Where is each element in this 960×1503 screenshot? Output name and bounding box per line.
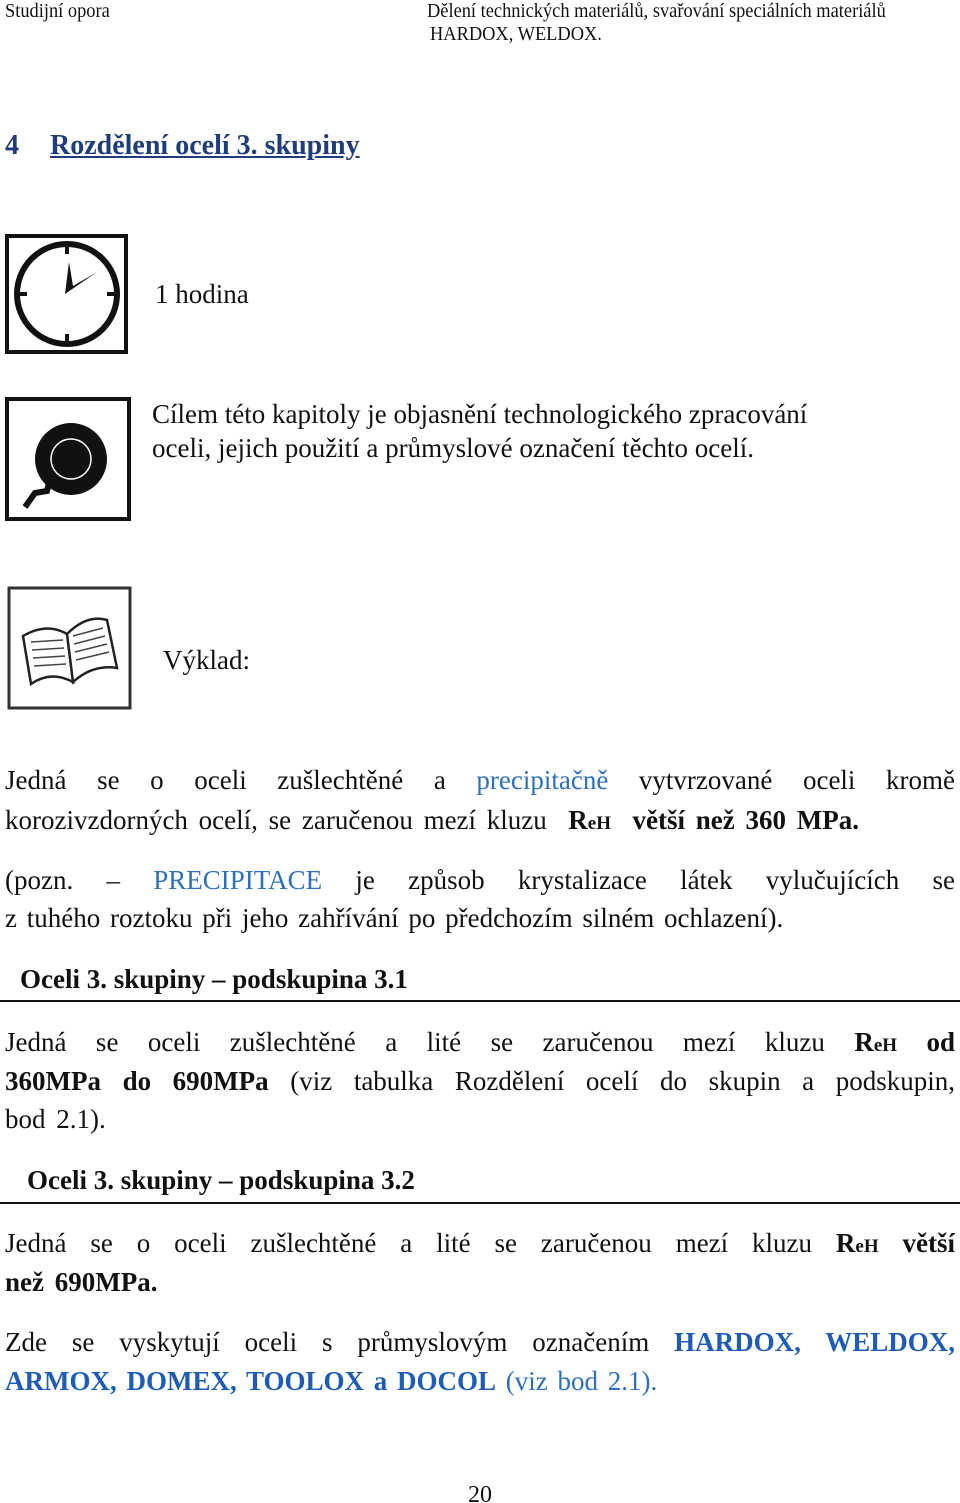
note-line1 [5,862,955,898]
divider [0,1000,960,1002]
lecture-label: Výklad: [163,645,250,675]
para1-line1 [5,762,955,798]
s1-line3: bod 2.1). [5,1104,106,1134]
target-icon [5,397,131,521]
p4-line1 [5,1324,955,1360]
text: Zde se vyskytují oceli s průmyslovým označením [5,1327,650,1357]
text: Jedná se o oceli zušlechtěné a lité se zaručenou mezí kluzu [5,1228,813,1258]
subsection-3-1-title: Oceli 3. skupiny – podskupina 3.1 [20,964,408,994]
text: vytvrzované oceli kromě [638,765,955,795]
clock-icon [5,234,128,354]
p4-line2 [5,1363,657,1399]
reh-subscript: eH [873,1035,898,1056]
s2-line2: než 690MPa. [5,1267,158,1297]
brand-names[interactable]: ARMOX, DOMEX, TOOLOX a DOCOL [5,1366,497,1396]
time-text: 1 hodina [155,279,249,309]
text: (viz tabulka Rozdělení ocelí do skupin a podskupin, [290,1066,955,1096]
page-number: 20 [468,1482,492,1503]
reh-subscript: eH [855,1236,879,1257]
subsection-3-2-title: Oceli 3. skupiny – podskupina 3.2 [27,1165,415,1195]
text: (pozn. – [5,865,120,895]
header-right-line1: Dělení technických materiálů, svařování speciálních materiálů [427,0,886,22]
header-right-line2: HARDOX, WELDOX. [430,23,602,45]
brand-names[interactable]: HARDOX, WELDOX, [674,1327,955,1357]
para1-line2 [5,802,859,838]
text: korozivzdorných ocelí, se zaručenou mezí kluzu [5,805,547,835]
note-line2: z tuhého roztoku při jeho zahřívání po předchozím silném ochlazení). [5,903,784,933]
reh-symbol: R [854,1027,874,1057]
text: větší než 360 MPa. [632,805,859,835]
reh-symbol: R [568,805,588,835]
text: Jedná se oceli zušlechtěné a lité se zaručenou mezí kluzu [5,1027,825,1057]
text: 360MPa do 690MPa [5,1066,269,1096]
book-icon [7,586,132,710]
goal-line2: oceli, jejich použití a průmyslové označení těchto ocelí. [152,433,755,463]
text: Jedná se o oceli zušlechtěné a [5,765,446,795]
s1-line1 [5,1024,955,1060]
reference-link[interactable]: (viz bod 2.1). [505,1366,658,1396]
reh-symbol: R [835,1228,856,1258]
s1-line2 [5,1063,955,1099]
text: od [926,1027,955,1057]
header-left: Studijní opora [5,0,110,22]
text: je způsob krystalizace látek vylučujících se [355,865,955,895]
text: větší [902,1228,955,1258]
s2-line1 [5,1225,955,1261]
divider [0,1202,960,1204]
reh-subscript: eH [587,813,611,834]
goal-line1: Cílem této kapitoly je objasnění technologického zpracování [152,399,808,429]
precipitace-link[interactable]: PRECIPITACE [153,865,323,895]
precipitation-link[interactable]: precipitačně [476,765,609,795]
chapter-number: 4 [5,130,19,161]
chapter-title[interactable]: Rozdělení ocelí 3. skupiny [50,130,360,161]
